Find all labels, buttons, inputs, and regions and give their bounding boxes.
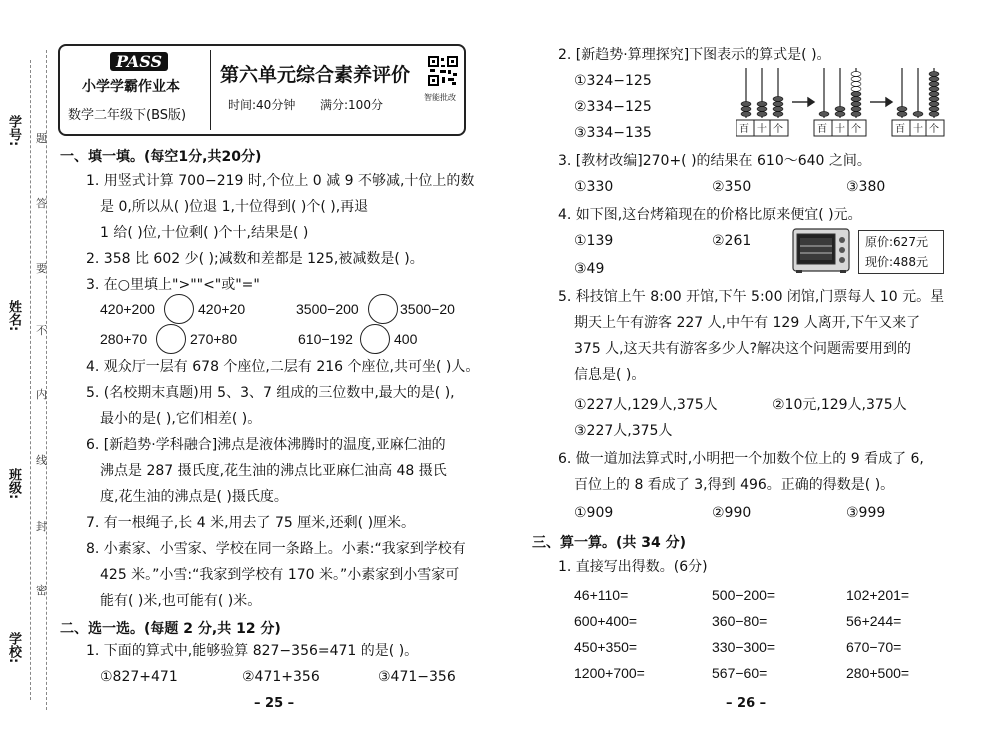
r3-text: 3. [教材改编]270+( )的结果在 610～640 之间。 (558, 153, 871, 169)
r6-option[interactable]: ②990 (712, 505, 752, 521)
q8-line-1: 8. 小素家、小雪家、学校在同一条路上。小素:“我家到学校有 (86, 541, 466, 557)
full-score: 满分:100分 (320, 98, 383, 112)
calc-item: 330−300= (712, 639, 776, 655)
original-price: 原价:627元 (865, 235, 928, 249)
r3-option[interactable]: ②350 (712, 179, 752, 195)
calc-item: 1200+700= (574, 665, 645, 681)
r3-option[interactable]: ①330 (574, 179, 614, 195)
time-limit: 时间:40分钟 (228, 98, 296, 112)
calc-item: 56+244= (846, 613, 902, 629)
q1-line-3: 1 给( )位,十位剩( )个十,结果是( ) (100, 225, 309, 241)
q2-text: 2. 358 比 602 少( );减数和差都是 125,被减数是( )。 (86, 251, 424, 267)
calc-item: 280+500= (846, 665, 910, 681)
page-number-left: – 25 – (254, 696, 295, 711)
abacus-label: 百 (817, 124, 827, 135)
r5-line-3: 375 人,这天共有游客多少人?解决这个问题需要用到的 (574, 341, 912, 357)
r6-option[interactable]: ③999 (846, 505, 886, 521)
r4-option[interactable]: ①139 (574, 233, 614, 249)
q4-text: 4. 观众厅一层有 678 个座位,二层有 216 个座位,共可坐( )人。 (86, 359, 480, 375)
s1-option[interactable]: ①827+471 (100, 669, 178, 685)
r2-option[interactable]: ③334−135 (574, 125, 652, 141)
r4-text: 4. 如下图,这台烤箱现在的价格比原来便宜( )元。 (558, 207, 862, 223)
calc-item: 500−200= (712, 587, 776, 603)
s1-option[interactable]: ②471+356 (242, 669, 320, 685)
r4-option[interactable]: ②261 (712, 233, 752, 249)
abacus-label: 十 (757, 124, 767, 135)
student-name-label: 姓名: (6, 300, 21, 332)
calc-item: 46+110= (574, 587, 629, 603)
compare-left: 610−192 (298, 331, 353, 347)
q7-text: 7. 有一根绳子,长 4 米,用去了 75 厘米,还剩( )厘米。 (86, 515, 416, 531)
abacus-label: 十 (835, 124, 845, 135)
seal-char: 答 (36, 197, 47, 210)
current-price: 现价:488元 (865, 255, 928, 269)
abacus-label: 个 (851, 124, 861, 135)
r6-line-1: 6. 做一道加法算式时,小明把一个加数个位上的 9 看成了 6, (558, 451, 924, 467)
q5-line-1: 5. (名校期末真题)用 5、3、7 组成的三位数中,最大的是( ), (86, 385, 455, 401)
q1-line-1: 1. 用竖式计算 700−219 时,个位上 0 减 9 不够减,十位上的数 (86, 173, 475, 189)
section-calc-title: 三、算一算。(共 34 分) (532, 535, 687, 551)
price-box (858, 230, 944, 274)
seal-char: 不 (36, 324, 47, 337)
header-divider (210, 50, 211, 130)
c1-text: 1. 直接写出得数。(6分) (558, 559, 708, 575)
seal-char: 要 (36, 262, 47, 275)
calc-item: 670−70= (846, 639, 902, 655)
q3-text: 3. 在○里填上">""<"或"=" (86, 277, 260, 293)
compare-right: 3500−20 (400, 301, 455, 317)
school-label: 学校: (6, 632, 21, 664)
abacus-label: 百 (739, 124, 749, 135)
s1-option[interactable]: ③471−356 (378, 669, 456, 685)
header-box (58, 44, 466, 136)
calc-item: 360−80= (712, 613, 768, 629)
compare-circle[interactable] (156, 324, 186, 354)
page-number-right: – 26 – (726, 696, 767, 711)
r2-option[interactable]: ②334−125 (574, 99, 652, 115)
series-name: 小学学霸作业本 (82, 79, 180, 95)
r5-line-4: 信息是( )。 (574, 367, 646, 383)
class-label: 班级: (6, 468, 21, 500)
calc-item: 102+201= (846, 587, 910, 603)
seal-char: 密 (36, 584, 47, 597)
compare-right: 420+20 (198, 301, 246, 317)
page-title: 第六单元综合素养评价 (220, 64, 411, 86)
name-line (30, 60, 31, 700)
qr-code-icon (428, 56, 458, 86)
section-fill-title: 一、填一填。(每空1分,共20分) (60, 149, 262, 165)
seal-char: 题 (36, 132, 47, 145)
q8-line-2: 425 米。”小雪:“我家到学校有 170 米。”小素家到小雪家可 (100, 567, 460, 583)
r2-text: 2. [新趋势·算理探究]下图表示的算式是( )。 (558, 47, 831, 63)
oven-icon (792, 228, 850, 274)
q6-line-3: 度,花生油的沸点是( )摄氏度。 (100, 489, 288, 505)
compare-right: 270+80 (190, 331, 238, 347)
compare-right: 400 (394, 331, 418, 347)
compare-left: 3500−200 (296, 301, 359, 317)
compare-circle[interactable] (164, 294, 194, 324)
s1-text: 1. 下面的算式中,能够验算 827−356=471 的是( )。 (86, 643, 419, 659)
section-choose-title: 二、选一选。(每题 2 分,共 12 分) (60, 621, 281, 637)
r4-option[interactable]: ③49 (574, 261, 605, 277)
q5-line-2: 最小的是( ),它们相差( )。 (100, 411, 262, 427)
compare-circle[interactable] (360, 324, 390, 354)
q8-line-3: 能有( )米,也可能有( )米。 (100, 593, 262, 609)
abacus-label: 个 (929, 124, 939, 135)
abacus-label: 个 (773, 124, 783, 135)
book-name: 数学二年级下(BS版) (68, 108, 187, 123)
r5-option[interactable]: ②10元,129人,375人 (772, 397, 907, 413)
calc-item: 567−60= (712, 665, 768, 681)
r5-line-1: 5. 科技馆上午 8:00 开馆,下午 5:00 闭馆,门票每人 10 元。星 (558, 289, 945, 305)
r5-option[interactable]: ①227人,129人,375人 (574, 397, 718, 413)
r3-option[interactable]: ③380 (846, 179, 886, 195)
calc-item: 600+400= (574, 613, 638, 629)
qr-caption: 智能批改 (424, 93, 456, 102)
r2-option[interactable]: ①324−125 (574, 73, 652, 89)
seal-char: 线 (36, 454, 47, 467)
abacus-label: 百 (895, 124, 905, 135)
abacus-figure (736, 62, 972, 142)
abacus-label: 十 (913, 124, 923, 135)
pass-logo: PASS (110, 52, 168, 71)
compare-left: 280+70 (100, 331, 148, 347)
r6-option[interactable]: ①909 (574, 505, 614, 521)
r5-option[interactable]: ③227人,375人 (574, 423, 673, 439)
seal-char: 封 (36, 520, 47, 533)
r5-line-2: 期天上午有游客 227 人,中午有 129 人离开,下午又来了 (574, 315, 921, 331)
student-id-label: 学号: (6, 115, 21, 147)
q6-line-2: 沸点是 287 摄氏度,花生油的沸点比亚麻仁油高 48 摄氏 (100, 463, 447, 479)
q6-line-1: 6. [新趋势·学科融合]沸点是液体沸腾时的温度,亚麻仁油的 (86, 437, 446, 453)
q1-line-2: 是 0,所以从( )位退 1,十位得到( )个( ),再退 (100, 199, 369, 215)
compare-left: 420+200 (100, 301, 155, 317)
seal-line (46, 50, 47, 710)
r6-line-2: 百位上的 8 看成了 3,得到 496。正确的得数是( )。 (574, 477, 895, 493)
seal-char: 内 (36, 388, 47, 401)
compare-circle[interactable] (368, 294, 398, 324)
calc-item: 450+350= (574, 639, 638, 655)
